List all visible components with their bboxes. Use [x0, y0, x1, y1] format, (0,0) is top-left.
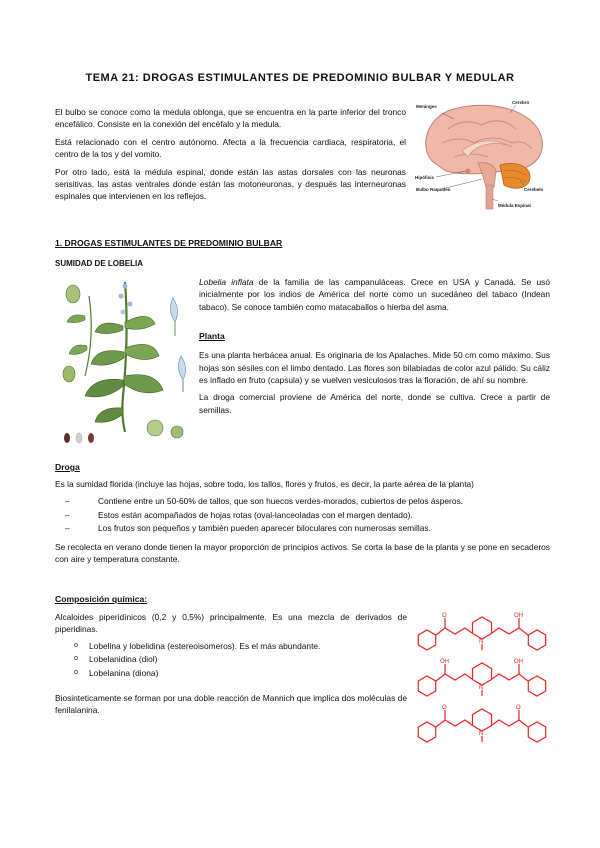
list-item: o Lobelanidina (diol) — [89, 653, 407, 665]
piperidine-ring — [473, 663, 492, 685]
composicion-heading: Composición química: — [55, 594, 148, 604]
phenyl-ring-left — [418, 722, 435, 742]
phenyl-ring-left — [418, 630, 435, 650]
fruit-capsule — [66, 285, 80, 303]
piperidine-ring — [473, 617, 492, 639]
planta-paragraph-2: La droga comercial proviene de América del norte, donde se cultiva. Crece a partir de semillas. — [199, 392, 550, 415]
label-amine: N — [479, 731, 484, 737]
brain-figure — [412, 99, 550, 211]
structure-1 — [418, 613, 545, 650]
intro-paragraph-1: El bulbo se conoce como la medula oblonga, que se encuentra en la parte inferior del tronco encefálico. Consiste en la conexión del encéfalo y la medula. — [55, 107, 406, 130]
label-amine: N — [479, 685, 484, 691]
seed-light — [76, 433, 82, 443]
lobelia-illustration — [55, 276, 195, 450]
label-cerebro: Cerebro — [512, 100, 530, 105]
phenyl-ring-right — [528, 630, 545, 650]
structure-3 — [418, 705, 545, 742]
chain-right — [492, 628, 528, 635]
label-bulbo: Bulbo Raquídeo — [416, 187, 451, 192]
label-right-group: OH — [514, 613, 523, 619]
droga-text: Es la sumidad florida (incluye las hojas, sobre todo, los tallos, flores y frutos, es decir, la parte aérea de la planta) — [55, 479, 474, 489]
list-item: – Contiene entre un 50-60% de tallos, que son huecos verdes-morados, cubiertos de pelos ásperos. — [98, 495, 550, 507]
label-right-group: OH — [514, 659, 523, 665]
droga-block — [55, 462, 550, 565]
droga-heading: Droga — [55, 462, 80, 472]
chemical-structures — [415, 610, 550, 748]
structure-2 — [418, 659, 545, 696]
brain-spinal-cord — [486, 185, 493, 209]
alcaloides-list — [55, 640, 407, 679]
label-right-group: O — [516, 705, 521, 711]
label-meninges: Meninges — [416, 104, 437, 109]
brain-pituitary — [466, 169, 471, 174]
phenyl-ring-right — [528, 722, 545, 742]
chain-left — [436, 674, 472, 681]
intro-paragraph-3: Por otro lado, está la médula espinal, donde están las astas dorsales con las neuronas sensitivas, las astas ventrales donde están las motoneuronas, y después las interneuronas espinales que intervienen en los reflejos. — [55, 166, 406, 202]
fruit-capsule — [63, 366, 75, 382]
fruit-cross-section — [147, 420, 163, 436]
lobelia-species-name: Lobelia inflata — [199, 277, 254, 287]
chain-right — [492, 720, 528, 727]
composicion-block — [55, 594, 407, 717]
list-item: o Lobelanina (diona) — [89, 667, 407, 679]
phenyl-ring-left — [418, 676, 435, 696]
list-item: – Estos están acompañados de hojas rotas (oval-lanceoladas con el margen dentado). — [98, 509, 550, 521]
chain-left — [436, 628, 472, 635]
label-left-group: O — [442, 705, 447, 711]
chain-right — [492, 674, 528, 681]
seed-dark — [64, 433, 70, 443]
planta-heading: Planta — [199, 331, 225, 342]
planta-paragraph-1: Es una planta herbácea anual. Es originaria de los Apalaches. Mide 50 cm como máximo. Sus hojas son sésiles con el limbo dentado. Las flores son bilabiadas de color azul pálido. Su cáliz es inflado en fruto (capsula) y se vuelven vesiculosos tras la floración, de ahí su nombre. — [199, 350, 550, 386]
list-item: o Lobelina y lobelidina (estereoisomeros). Es el más abundante. — [89, 640, 407, 652]
biosintesis-text: Biosinteticamente se forman por una doble reacción de Mannich que implica dos moléculas de fenilalanina. — [55, 693, 407, 716]
recoleccion-text: Se recolecta en verano donde tienen la mayor proporción de principios activos. Se corta la base de la planta y se pone en secaderos con aire y temperatura constante. — [55, 541, 550, 565]
intro-block — [55, 106, 406, 203]
intro-paragraph-2: Está relacionado con el centro autónomo. Afecta a la frecuencia cardiaca, respiratoria, el centro de la tos y del vomito. — [55, 136, 406, 160]
label-cerebelo: Cerebelo — [524, 187, 544, 192]
label-hipofisis: Hipófisis — [415, 175, 435, 180]
section-heading-bulbar: 1. DROGAS ESTIMULANTES DE PREDOMINIO BULBAR — [55, 238, 283, 248]
piperidine-ring — [473, 709, 492, 731]
page-title: TEMA 21: DROGAS ESTIMULANTES DE PREDOMINIO BULBAR Y MEDULAR — [85, 72, 515, 84]
label-left-group: O — [442, 613, 447, 619]
lobelia-description-block — [199, 276, 550, 416]
label-amine: N — [479, 639, 484, 645]
droga-list — [55, 495, 550, 534]
lobelia-intro-text: de la familia de las campanuláceas. Crece en USA y Canadá. Se usó inicialmente por los indios de América del norte como un sucedáneo del tabaco (Indean tabaco). Se conoce también como matacaballos o hierba del asma. — [199, 277, 550, 312]
list-item: – Los frutos son pequeños y también pueden aparecer biloculares con numerosas semillas. — [98, 522, 550, 534]
chain-left — [436, 720, 472, 727]
phenyl-ring-right — [528, 676, 545, 696]
seed-dark — [88, 433, 94, 443]
fruit-cross-section — [171, 426, 183, 438]
label-left-group: OH — [440, 659, 449, 665]
composicion-text: Alcaloides piperidínicos (0,2 y 0,5%) principalmente. Es una mezcla de derivados de piperidinas. — [55, 612, 407, 635]
subheading-lobelia: SUMIDAD DE LOBELIA — [55, 259, 143, 268]
lobelia-intro — [199, 276, 550, 313]
label-medula: Médula Espinal — [498, 203, 531, 208]
brain-cerebellum — [500, 164, 530, 189]
